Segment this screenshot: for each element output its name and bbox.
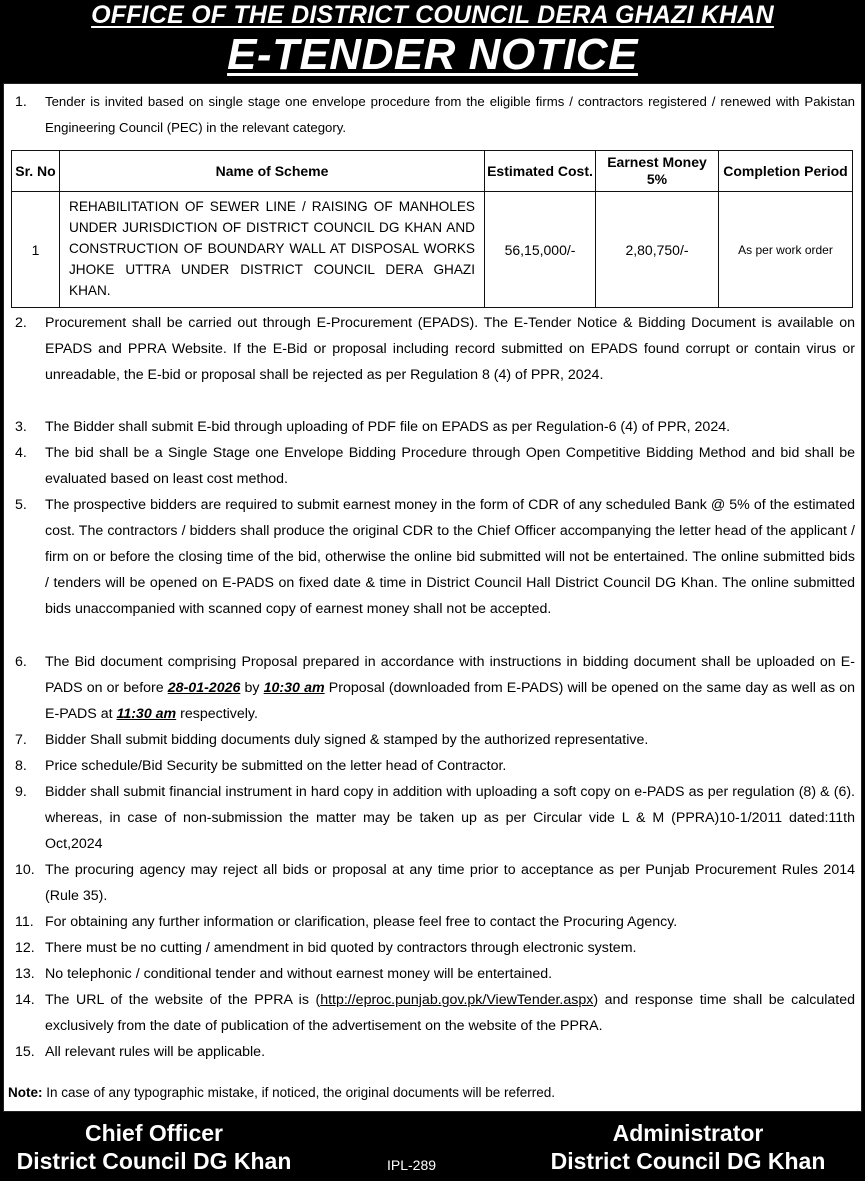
notice-title: E-TENDER NOTICE [227, 30, 638, 79]
item-text: No telephonic / conditional tender and without earnest money will be entertained. [45, 966, 553, 982]
signatory-org: District Council DG Khan [16, 1148, 292, 1174]
opening-time: 11:30 am [116, 706, 177, 722]
ppra-url-link[interactable]: http://eproc.punjab.gov.pk/ViewTender.aspx [320, 992, 594, 1008]
notice-body [3, 83, 862, 1112]
office-title: OFFICE OF THE DISTRICT COUNCIL DERA GHAZI KHAN [91, 1, 774, 29]
footer-banner [0, 1112, 865, 1181]
item-text: The procuring agency may reject all bids or proposal at any time prior to acceptance as per Punjab Procurement Rules 2014 (Rule 35). [45, 862, 855, 904]
item-text: The Bid document comprising Proposal prepared in accordance with instructions in bidding document shall be uploaded on E-PADS on or before 28-01-2026 by 10:30 am Proposal (downloaded from E-PADS) will be opened on the same day as well as on E-PADS at 11:30 am respectively. [45, 654, 855, 722]
closing-time: 10:30 am [263, 680, 325, 696]
cell-estimated-cost: 56,15,000/- [485, 192, 596, 308]
item-text: The bid shall be a Single Stage one Envelope Bidding Procedure through Open Competitive Bidding Method and bid shall be evaluated based on least cost method. [45, 445, 855, 487]
signatory-chief-officer [4, 1119, 304, 1175]
col-estimated-cost: Estimated Cost. [485, 151, 596, 192]
cell-scheme-name: REHABILITATION OF SEWER LINE / RAISING OF MANHOLES UNDER JURISDICTION OF DISTRICT COUNCIL DG KHAN AND CONSTRUCTION OF BOUNDARY WALL AT DISPOSAL WORKS JHOKE UTTRA UNDER DISTRICT COUNCIL DERA GHAZI KHAN. [60, 192, 485, 308]
signatory-title: Chief Officer [84, 1120, 224, 1146]
item-number: 4. [15, 445, 27, 461]
note-text: In case of any typographic mistake, if noticed, the original documents will be referred. [42, 1085, 556, 1100]
item-number: 8. [15, 758, 27, 774]
item-number: 7. [15, 732, 27, 748]
item-text: There must be no cutting / amendment in bid quoted by contractors through electronic system. [45, 940, 637, 956]
item-text: The prospective bidders are required to submit earnest money in the form of CDR of any scheduled Bank @ 5% of the estimated cost. The contractors / bidders shall produce the original CDR to the Chief Officer accompanying the letter head of the applicant / firm on or before the closing time of the bid, otherwise the online bid submitted will not be entertained. The online submitted bids / tenders will be opened on E-PADS on fixed date & time in District Council Hall District Council DG Khan. The online submitted bids unaccompanied with scanned copy of earnest money shall not be accepted. [45, 497, 855, 617]
note [8, 1085, 555, 1100]
item-number: 1. [15, 94, 27, 110]
closing-date: 28-01-2026 [167, 680, 241, 696]
item-number: 6. [15, 654, 27, 670]
item-number: 5. [15, 497, 27, 513]
col-sr-no: Sr. No [12, 151, 60, 192]
item-number: 2. [15, 315, 27, 331]
item-number: 3. [15, 419, 27, 435]
item-text: Bidder Shall submit bidding documents duly signed & stamped by the authorized representative. [45, 732, 649, 748]
cell-sr-no: 1 [12, 192, 60, 308]
item-text: Bidder shall submit financial instrument in hard copy in addition with uploading a soft copy on e-PADS as per regulation (8) & (6). whereas, in case of non-submission the matter may be taken up as per Circular vide L & M (PPRA)10-1/2011 dated:11th Oct,2024 [45, 784, 855, 852]
item-text: The Bidder shall submit E-bid through uploading of PDF file on EPADS as per Regulation-6 (4) of PPR, 2024. [45, 419, 731, 435]
table-row [12, 192, 853, 308]
item-text: Price schedule/Bid Security be submitted on the letter head of Contractor. [45, 758, 507, 774]
item-text: All relevant rules will be applicable. [45, 1044, 266, 1060]
signatory-title: Administrator [612, 1120, 764, 1146]
item-text: Tender is invited based on single stage one envelope procedure from the eligible firms / contractors registered / renewed with Pakistan Engineering Council (PEC) in the relevant category. [45, 94, 855, 135]
col-earnest-money: Earnest Money 5% [596, 151, 719, 192]
cell-completion-period: As per work order [719, 192, 853, 308]
publication-ref: IPL-289 [387, 1157, 437, 1173]
cell-earnest-money: 2,80,750/- [596, 192, 719, 308]
item-text: Procurement shall be carried out through E-Procurement (EPADS). The E-Tender Notice & Bidding Document is available on EPADS and PPRA Website. If the E-Bid or proposal including record submitted on EPADS found corrupt or contain virus or unreadable, the E-bid or proposal shall be rejected as per Regulation 8 (4) of PPR, 2024. [45, 315, 855, 383]
item-number: 12. [15, 940, 35, 956]
header-banner [0, 0, 865, 83]
signatory-administrator [533, 1119, 843, 1175]
scheme-table [11, 150, 853, 308]
item-text: For obtaining any further information or clarification, please feel free to contact the Procuring Agency. [45, 914, 678, 930]
col-scheme-name: Name of Scheme [60, 151, 485, 192]
item-number: 13. [15, 966, 35, 982]
note-label: Note: [8, 1085, 43, 1100]
table-header-row [12, 151, 853, 192]
item-number: 15. [15, 1044, 35, 1060]
item-number: 14. [15, 992, 35, 1008]
item-number: 9. [15, 784, 27, 800]
item-number: 10. [15, 862, 35, 878]
signatory-org: District Council DG Khan [550, 1148, 826, 1174]
item-number: 11. [15, 914, 34, 930]
col-completion-period: Completion Period [719, 151, 853, 192]
item-text: The URL of the website of the PPRA is (http://eproc.punjab.gov.pk/ViewTender.aspx) and response time shall be calculated exclusively from the date of publication of the advertisement on the website of the PPRA. [45, 992, 855, 1034]
